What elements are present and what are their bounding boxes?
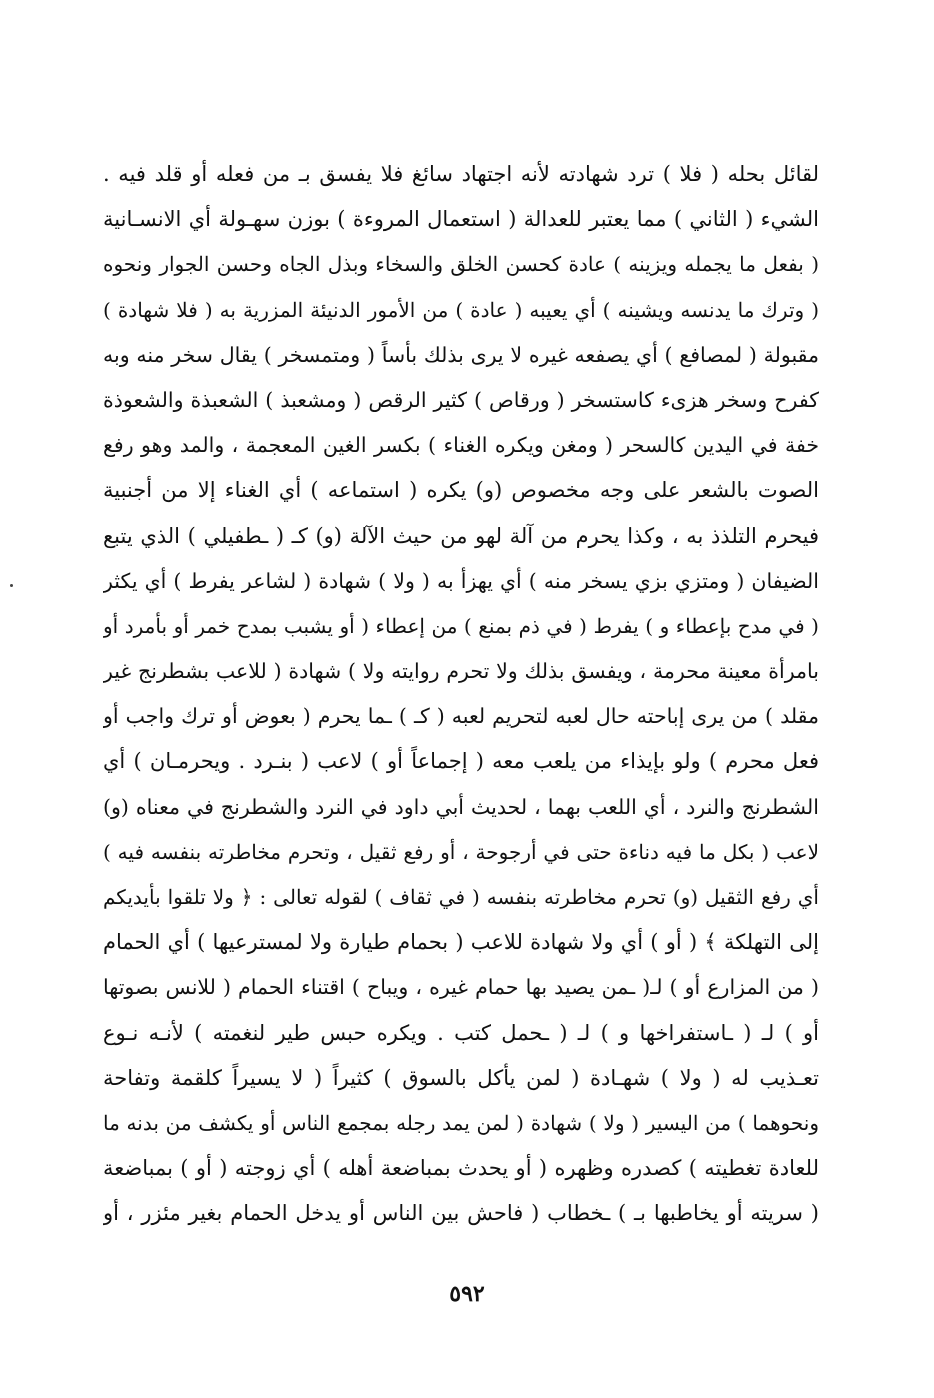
text-line-13: مقلد ) من يرى إباحته حال لعبه لتحريم لعبه ( كـ ) ـما يحرم ( بعوض أو ترك واجب أو (103, 704, 819, 729)
text-line-23: للعادة تغطيته ) كصدره وظهره ( أو يحدث بمباضعة أهله ) أي زوجته ( أو ) بمباضعة (103, 1156, 819, 1181)
text-line-4: ( وترك ما يدنسه ويشينه ) أي يعيبه ( عادة ) من الأمور الدنيئة المزرية به ( فلا شهادة ) (103, 297, 819, 322)
text-line-2: الشيء ( الثاني ) مما يعتبر للعدالة ( استعمال المروءة ) بوزن سهـولة أي الانسـانية (103, 207, 819, 232)
text-line-3: ( بفعل ما يجمله ويزينه ) عادة كحسن الخلق والسخاء وبذل الجاه وحسن الجوار ونحوه (103, 252, 819, 277)
text-line-6: كفرح وسخر هزىء كاستسخر ( ورقاص ) كثير الرقص ( ومشعبذ ) الشعبذة والشعوذة (103, 387, 819, 412)
main-text-block (103, 152, 819, 1237)
text-line-17: أي رفع الثقيل (و) تحرم مخاطرته بنفسه ( في ثقاف ) لقوله تعالى : ﴿ ولا تلقوا بأيديكم (103, 885, 819, 909)
text-line-8: الصوت بالشعر على وجه مخصوص (و) يكره ( استماعه ) أي الغناء إلا من أجنبية (103, 478, 819, 503)
text-line-18: إلى التهلكة ﴾ ( أو ) أي ولا شهادة للاعب ( بحمام طيارة ولا لمسترعيها ) أي الحمام (103, 930, 819, 955)
text-line-16: لاعب ( بكل ما فيه دناءة حتى في أرجوحة ، أو رفع ثقيل ، وتحرم مخاطرته بنفسه فيه ) (103, 839, 819, 864)
text-line-5: مقبولة ( لمصافع ) أي يصفعه غيره لا يرى بذلك بأساً ( ومتمسخر ) يقال سخر منه وبه (103, 342, 819, 367)
text-line-19: ( من المزارع أو ) لـ( ـمن يصيد بها حمام غيره ، ويباح ) اقتناء الحمام ( للانس بصوتها (103, 975, 819, 1000)
text-line-24: ( سريته أو يخاطبها بـ ) ـخطاب ( فاحش بين الناس أو يدخل الحمام بغير مئزر ، أو (103, 1201, 819, 1226)
text-line-1: لقائل بحله ( فلا ) ترد شهادته لأنه اجتهاد سائغ فلا يفسق بـ من فعله أو قلد فيه . (103, 162, 819, 186)
text-line-9: فيحرم التلذذ به ، وكذا يحرم من آلة لهو من حيث الآلة (و) كـ ( ـطفيلي ) الذي يتبع (103, 523, 819, 548)
text-line-20: أو ) لـ ( ـاستفراخها و ) لـ ( ـحمل كتب . ويكره حبس طير لنغمته ) لأنـه نـوع (103, 1020, 819, 1045)
margin-dot (10, 584, 13, 587)
text-line-22: ونحوهما ) من اليسير ( ولا ) شهادة ( لمن يمد رجله بمجمع الناس أو يكشف من بدنه ما (103, 1110, 819, 1135)
text-line-15: الشطرنج والنرد ، أي اللعب بهما ، لحديث أبي داود في النرد والشطرنج في معناه (و) (103, 794, 819, 819)
text-line-7: خفة في اليدين كالسحر ( ومغن ويكره الغناء ) بكسر الغين المعجمة ، والمد وهو رفع (103, 433, 819, 458)
text-line-14: فعل محرم ) ولو بإيذاء من يلعب معه ( إجماعاً أو ) لاعب ( بنـرد . ويحرمـان ) أي (103, 749, 819, 774)
text-line-21: تعـذيب له ( ولا ) شهـادة ( لمن يأكل بالسوق ) كثيراً ( لا يسيراً كلقمة وتفاحة (103, 1065, 819, 1090)
text-line-10: الضيفان ( ومتزي بزي يسخر منه ) أي يهزأ به ( ولا ) شهادة ( لشاعر يفرط ) أي يكثر (103, 568, 819, 593)
text-line-12: بامرأة معينة محرمة ، ويفسق بذلك ولا تحرم روايته ولا ) شهادة ( للاعب بشطرنج غير (103, 659, 819, 684)
page-number: ٥٩٢ (449, 1281, 485, 1307)
text-line-11: ( في مدح بإعطاء و ) يفرط ( في ذم بمنع ) من إعطاء ( أو يشبب بمدح خمر أو بأمرد أو (103, 613, 819, 638)
